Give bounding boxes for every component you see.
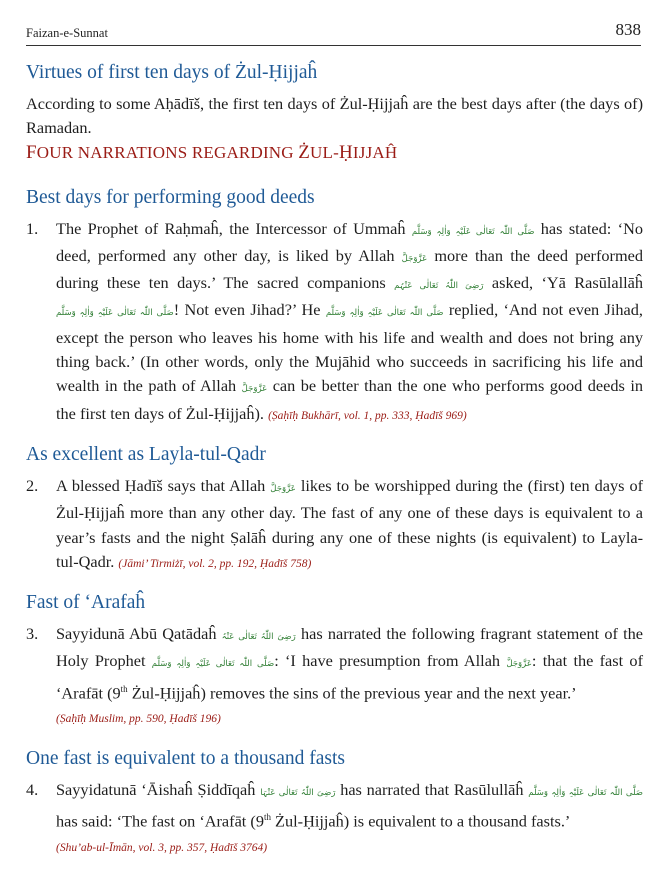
heading-best-days: Best days for performing good deeds xyxy=(26,186,315,208)
reference: (Shu’ab-ul-Īmān, vol. 3, pp. 357, Ḥadīš 3764) xyxy=(56,841,268,854)
radiyallahu-anha-glyph: رَضِیَ اللّٰہُ تَعَالٰی عَنْہَا xyxy=(260,787,336,798)
azza-wa-jal-glyph: عَزَّوَجَلَّ xyxy=(270,483,296,494)
heading-fast-of-arafah: Fast of ‘Arafaĥ xyxy=(26,592,146,614)
salawat-glyph: صَلَّی اللّٰہ تَعَالٰی عَلَیْہِ وَاٰلِہٖ وَسَلَّم xyxy=(411,226,535,237)
narration-number: 1. xyxy=(26,218,39,238)
reference: (Jāmi’ Tirmiżī, vol. 2, pp. 192, Ḥadīš 758) xyxy=(118,557,312,570)
header-rule xyxy=(26,45,641,46)
salawat-glyph: صَلَّی اللّٰہ تَعَالٰی عَلَیْہِ وَاٰلِہٖ وَسَلَّم xyxy=(528,787,643,798)
reference: (Ṣaḥīḥ Bukhārī, vol. 1, pp. 333, Ḥadīš 969) xyxy=(268,409,467,422)
book-title: Faizan-e-Sunnat xyxy=(26,26,108,40)
page-header xyxy=(26,20,641,44)
narration-1 xyxy=(26,217,643,428)
salawat-glyph: صَلَّی اللّٰہ تَعَالٰی عَلَیْہِ وَاٰلِہٖ وَسَلَّم xyxy=(151,659,275,670)
narration-text: Sayyidatunā ‘Āishaĥ Ṣiddīqaĥ رَضِیَ اللّٰہُ تَعَالٰی عَنْہَا has narrated that Rasūlullāĥ صَلَّی اللّٰہ تَعَالٰی عَلَیْہِ وَاٰلِہٖ وَسَلَّم has said: ‘The fast on ‘Arafāt (9th Żul-Ḥijjaĥ) is equivalent to a thousand fasts.’ (Shu’ab-ul-Īmān, vol. 3, pp. 357, Ḥadīš 3764) xyxy=(56,779,643,854)
narration-text: The Prophet of Raḥmaĥ, the Intercessor of Ummaĥ صَلَّی اللّٰہ تَعَالٰی عَلَیْہِ وَاٰلِہٖ وَسَلَّم has stated: ‘No deed, performed any other day, is liked by Allah عَزَّوَجَلَّ more than the deed performed during these ten days.’ The sacred companions رَضِیَ اللّٰہُ تَعَالٰی عَنْہُم asked, ‘Yā Rasūlallāĥ صَلَّی اللّٰہ تَعَالٰی عَلَیْہِ وَاٰلِہٖ وَسَلَّم! Not even Jihad?’ He صَلَّی اللّٰہ تَعَالٰی عَلَیْہِ وَاٰلِہٖ وَسَلَّم replied, ‘And not even Jihad, except the person who leaves his home with his life and wealth and does not bring any thing back.’ (In other words, only the Mujāhid who succeeds in sacrificing his life and wealth in the path of Allah عَزَّوَجَلَّ can be better than the one who performs good deeds in the first ten days of Żul-Ḥijjaĥ). (Ṣaḥīḥ Bukhārī, vol. 1, pp. 333, Ḥadīš 969) xyxy=(56,218,644,423)
azza-wa-jal-glyph: عَزَّوَجَلَّ xyxy=(241,384,268,395)
narration-number: 3. xyxy=(26,624,39,644)
salawat-glyph: صَلَّی اللّٰہ تَعَالٰی عَلَیْہِ وَاٰلِہٖ وَسَلَّم xyxy=(325,308,444,319)
paragraph-virtues: According to some Aḥādīš, the first ten days of Żul-Ḥijjaĥ are the best days after (the days of) Ramadan. xyxy=(26,94,643,138)
heading-four-narrations: FOUR NARRATIONS REGARDING ŻUL-ḤIJJAĤ xyxy=(26,141,398,163)
page-number: 838 xyxy=(615,20,641,39)
heading-virtues: Virtues of first ten days of Żul-Ḥijjaĥ xyxy=(26,62,318,83)
radiyallahu-anhum-glyph: رَضِیَ اللّٰہُ تَعَالٰی عَنْہُم xyxy=(394,281,484,292)
reference: (Ṣaḥīḥ Muslim, pp. 590, Ḥadīš 196) xyxy=(56,713,221,726)
narration-text: Sayyidunā Abū Qatādaĥ رَضِیَ اللّٰہُ تَعَالٰی عَنْہُ has narrated the following fragrant statement of the Holy Prophet صَلَّی اللّٰہ تَعَالٰی عَلَیْہِ وَاٰلِہٖ وَسَلَّم: ‘I have presumption from Allah عَزَّوَجَلَّ: that the fast of ‘Arafāt (9th Żul-Ḥijjaĥ) removes the sins of the previous year and the next year.’ (Ṣaḥīḥ Muslim, pp. 590, Ḥadīš 196) xyxy=(56,624,643,726)
azza-wa-jal-glyph: عَزَّوَجَلَّ xyxy=(506,659,532,670)
radiyallahu-anhu-glyph: رَضِیَ اللّٰہُ تَعَالٰی عَنْہُ xyxy=(221,632,296,643)
narration-2 xyxy=(26,474,643,576)
narration-4 xyxy=(26,778,643,860)
narration-3 xyxy=(26,622,643,732)
heading-thousand-fasts: One fast is equivalent to a thousand fasts xyxy=(26,747,345,769)
page-content xyxy=(26,60,643,860)
azza-wa-jal-glyph: عَزَّوَجَلَّ xyxy=(401,253,428,264)
narration-text: A blessed Ḥadīš says that Allah عَزَّوَجَلَّ likes to be worshipped during the (first) ten days of Żul-Ḥijjaĥ more than any other day. The fast of any one of these days is equivalent to a year’s fasts and the night Ṣalāĥ during any one of these nights (is equivalent) to Layla-tul-Qadr. (Jāmi’ Tirmiżī, vol. 2, pp. 192, Ḥadīš 758) xyxy=(56,475,644,571)
narration-number: 2. xyxy=(26,475,39,495)
heading-laylat-ul-qadr: As excellent as Layla-tul-Qadr xyxy=(26,443,266,465)
narration-number: 4. xyxy=(26,779,39,799)
salawat-glyph: صَلَّی اللّٰہ تَعَالٰی عَلَیْہِ وَاٰلِہٖ وَسَلَّم xyxy=(56,308,174,319)
